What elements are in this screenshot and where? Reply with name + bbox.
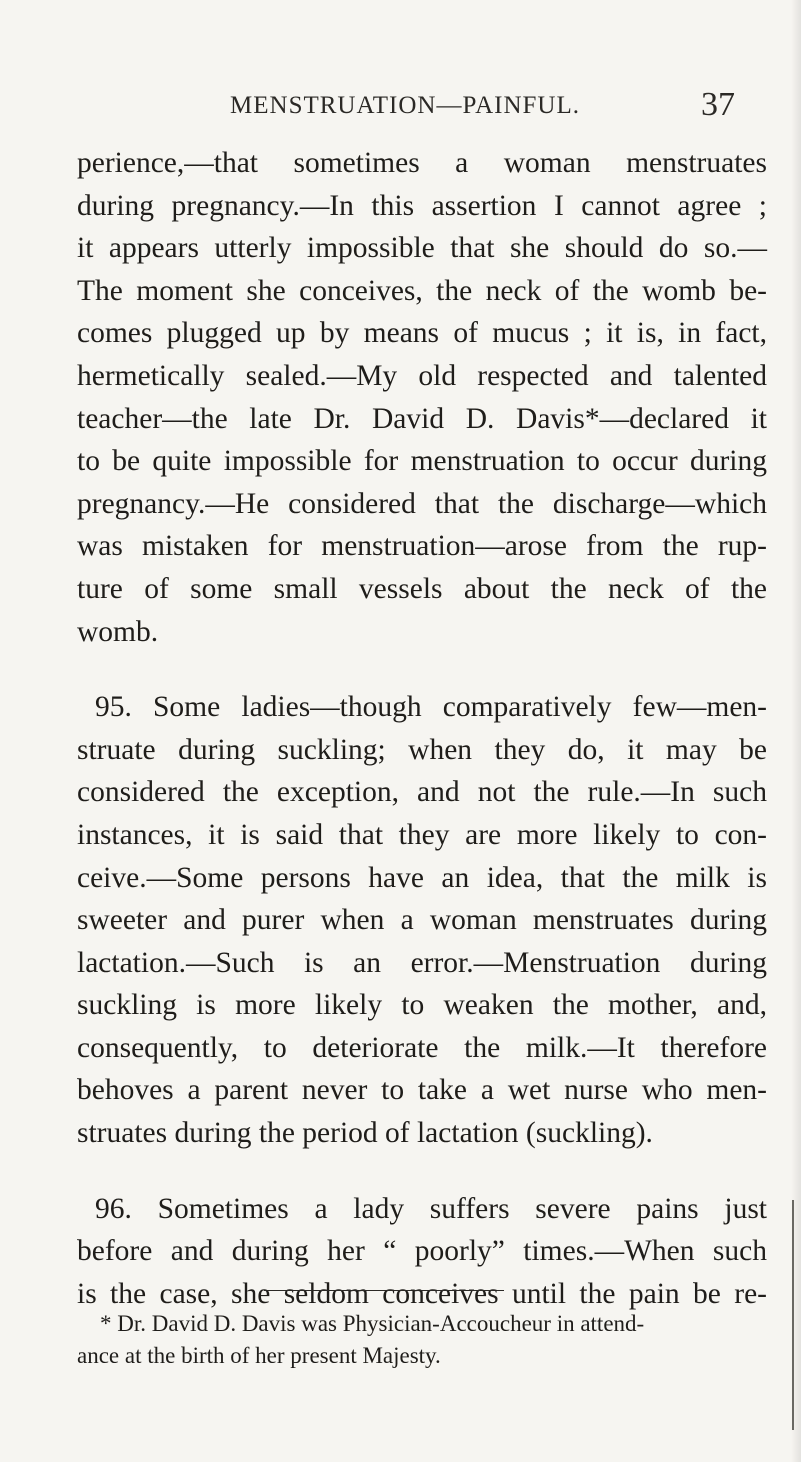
- text-line: was mistaken for menstruation—arose from the rup-: [77, 530, 767, 563]
- body-text: [77, 142, 767, 1315]
- text-line: during pregnancy.—In this assertion I cannot agree ;: [77, 189, 767, 222]
- text-line: considered the exception, and not the rule.—In such: [77, 776, 767, 809]
- text-line: 95. Some ladies—though comparatively few—men-: [95, 691, 767, 724]
- page-number: 37: [701, 86, 735, 123]
- text-line: pregnancy.—He considered that the discharge—which: [77, 487, 767, 520]
- text-line: it appears utterly impossible that she should do so.—: [77, 232, 767, 265]
- text-line: womb.: [77, 615, 159, 648]
- text-line: ture of some small vessels about the neck of the: [77, 572, 767, 605]
- footnote-line: * Dr. David D. Davis was Physician-Accoucheur in attend-: [100, 1311, 645, 1336]
- text-line: to be quite impossible for menstruation to occur during: [77, 445, 767, 478]
- footnote: [77, 1308, 767, 1372]
- text-line: consequently, to deteriorate the milk.—It therefore: [77, 1031, 767, 1064]
- text-line: hermetically sealed.—My old respected and talented: [77, 359, 767, 392]
- text-line: instances, it is said that they are more likely to con-: [77, 818, 767, 851]
- text-line: The moment she conceives, the neck of the womb be-: [77, 274, 767, 307]
- text-line: perience,—that sometimes a woman menstruates: [77, 147, 767, 179]
- text-line: sweeter and purer when a woman menstruates during: [77, 904, 767, 937]
- text-line: teacher—the late Dr. David D. Davis*—declared it: [77, 402, 767, 435]
- text-line: ceive.—Some persons have an idea, that the milk is: [77, 861, 767, 894]
- paragraph-96: [77, 1188, 767, 1316]
- footnote-line: ance at the birth of her present Majesty.: [77, 1343, 441, 1368]
- text-line: struates during the period of lactation (suckling).: [77, 1117, 653, 1150]
- text-line: suckling is more likely to weaken the mother, and,: [77, 989, 767, 1022]
- text-line: comes plugged up by means of mucus ; it is, in fact,: [77, 317, 767, 350]
- text-line: lactation.—Such is an error.—Menstruation during: [77, 946, 767, 979]
- text-line: is the case, she seldom conceives until the pain be re-: [77, 1277, 767, 1310]
- text-line: before and during her “ poorly” times.—When such: [77, 1235, 767, 1268]
- running-head: MENSTRUATION—PAINFUL.: [230, 92, 580, 119]
- paragraph-continuation: [77, 142, 767, 653]
- text-line: 96. Sometimes a lady suffers severe pains just: [95, 1192, 767, 1225]
- binding-mark: [792, 1200, 794, 1430]
- footnote-rule: [264, 1290, 504, 1291]
- text-line: behoves a parent never to take a wet nurse who men-: [77, 1074, 767, 1107]
- text-line: struate during suckling; when they do, it may be: [77, 733, 767, 766]
- paragraph-95: [77, 686, 767, 1155]
